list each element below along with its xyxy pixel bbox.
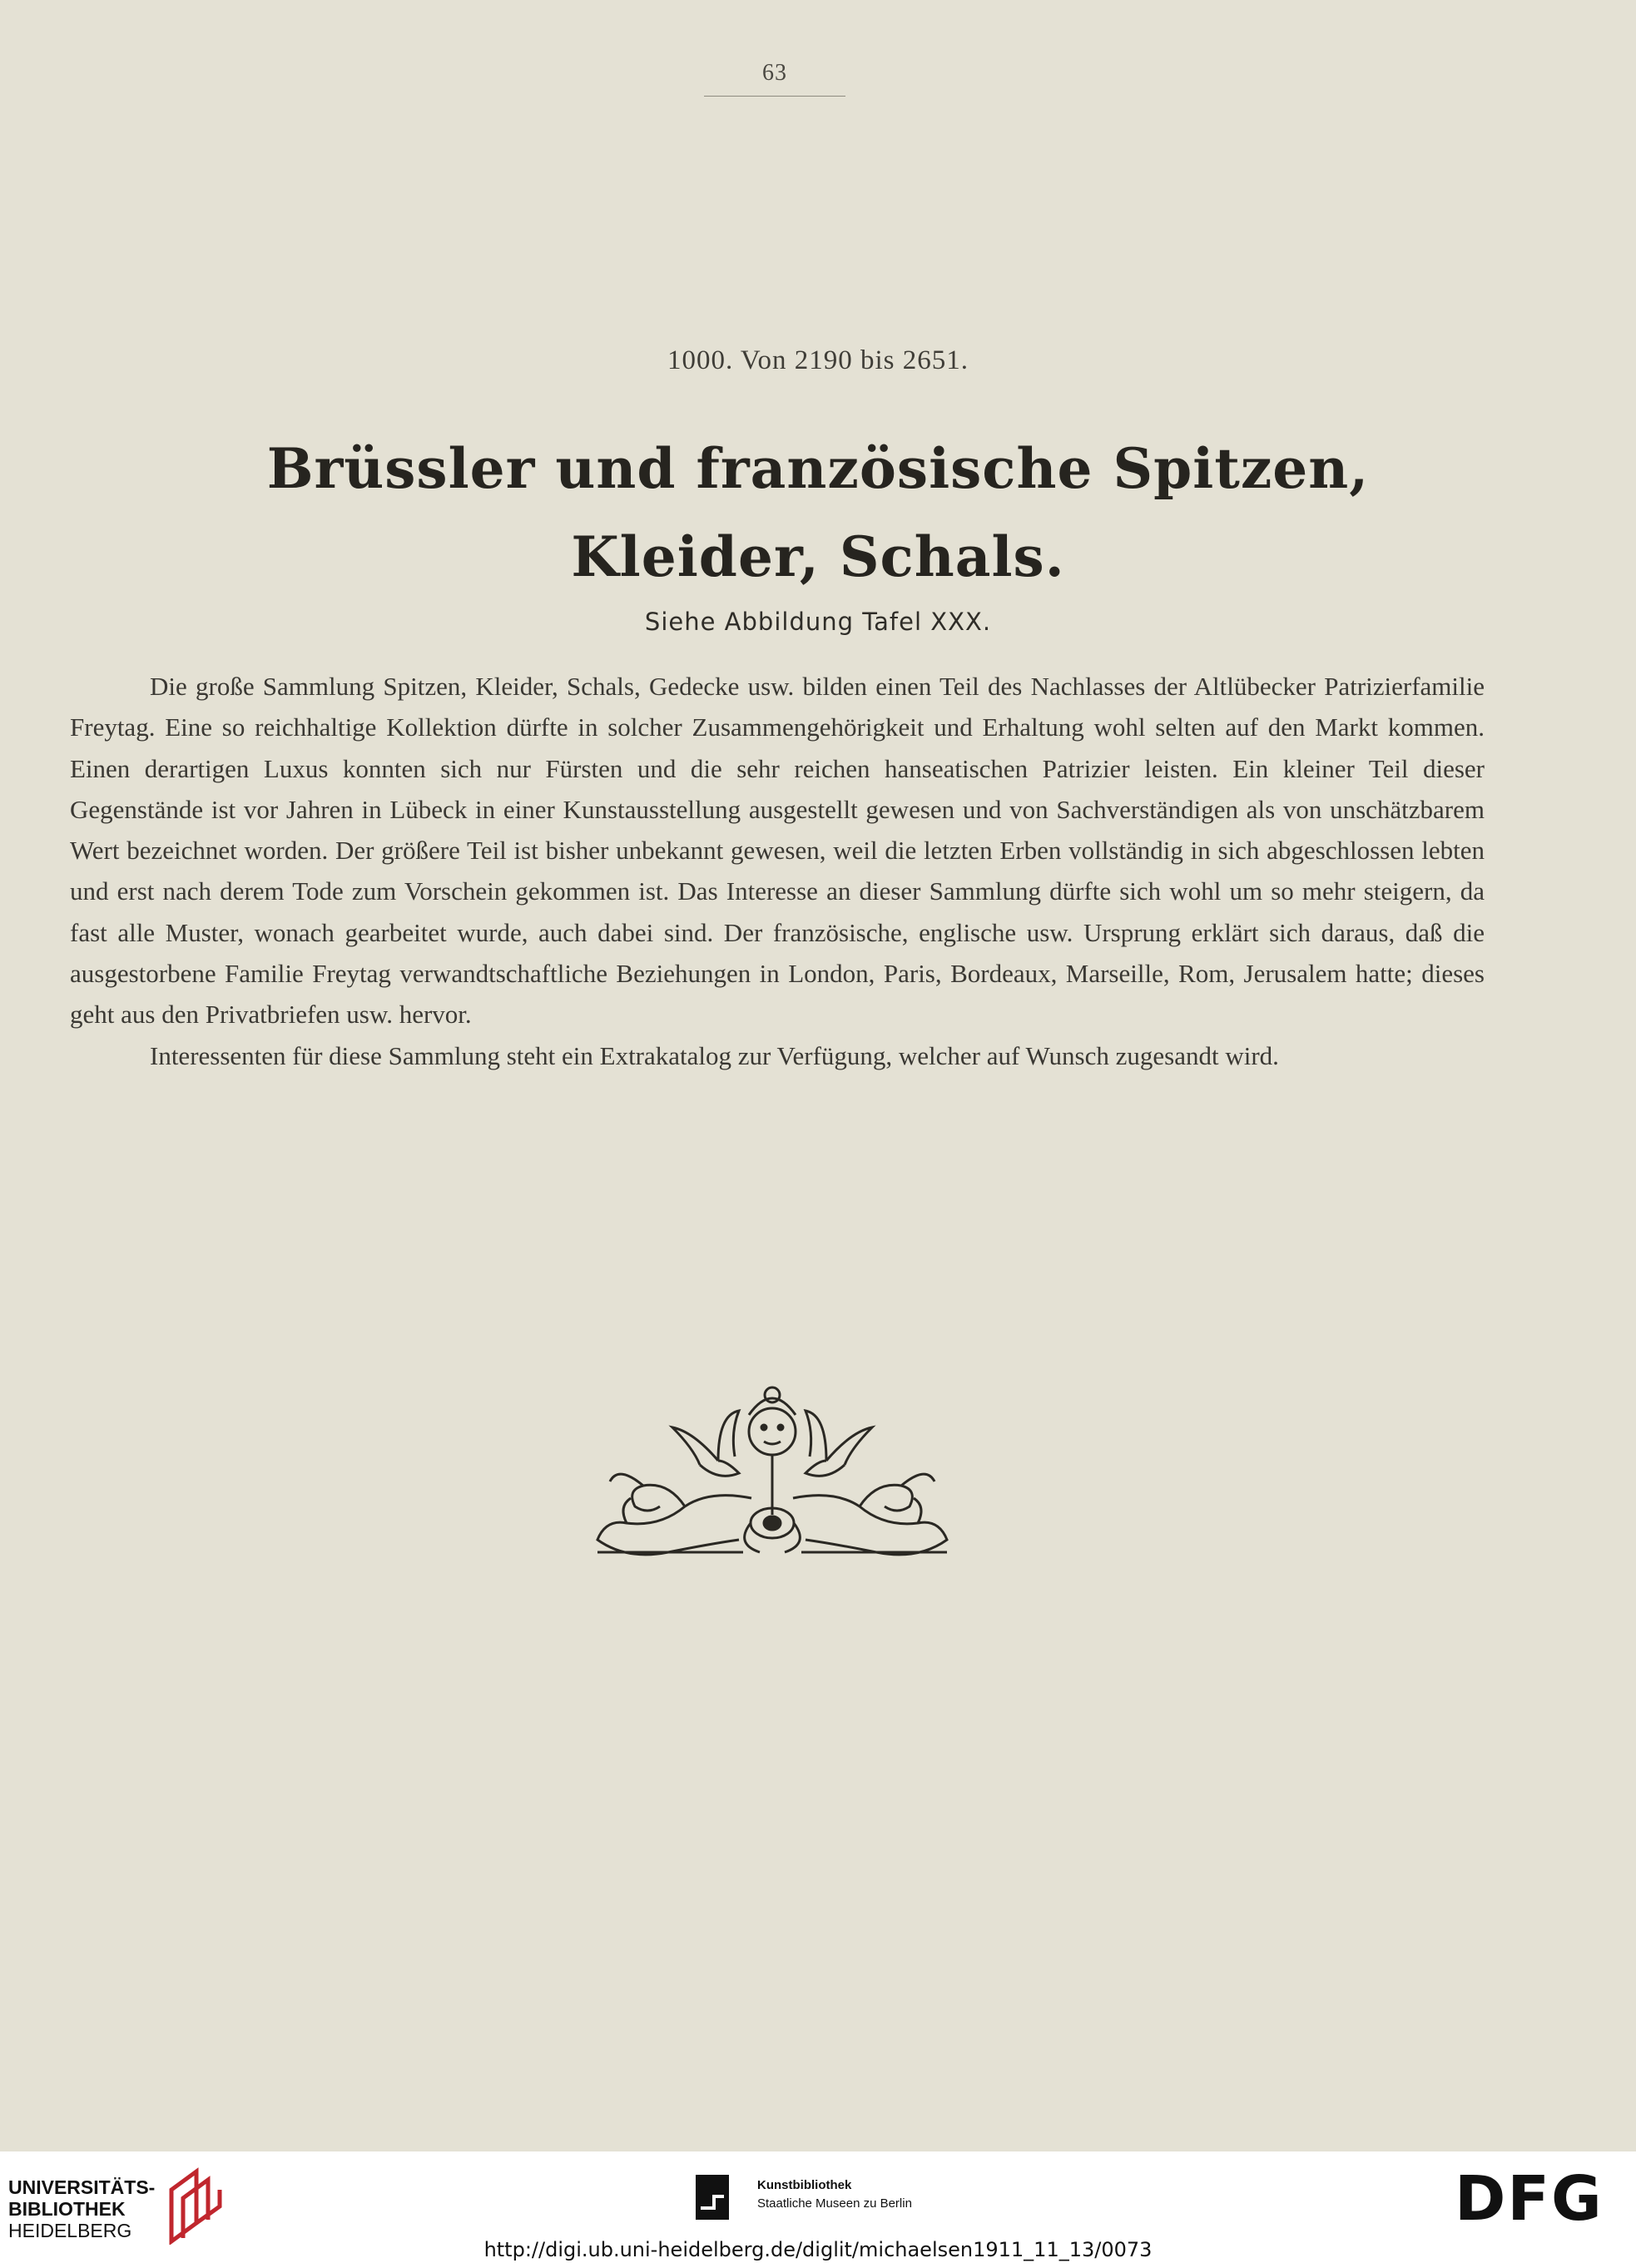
museum-credit: [757, 2176, 912, 2213]
lot-range-line: 1000. Von 2190 bis 2651.: [667, 345, 969, 375]
university-library-logo-icon: [163, 2165, 228, 2245]
kunstbibliothek-logo-icon: [696, 2175, 729, 2220]
section-title: [0, 424, 1636, 601]
paragraph-catalog-notice: Interessenten für diese Sammlung steht ein Extrakatalog zur Verfügung, welcher auf Wunsch zugesandt wird.: [150, 1040, 1279, 1070]
paragraph-collection-description: Die große Sammlung Spitzen, Kleider, Schals, Gedecke usw. bilden einen Teil des Nachlasses der Altlübecker Patrizierfamilie Freytag. Eine so reichhaltige Kollektion dürfte in solcher Zusammengehörigkeit und Erhaltung wohl selten auf den Markt kommen. Einen derartigen Luxus konnten sich nur Fürsten und die sehr reichen hanseatischen Patrizier leisten. Ein kleiner Teil dieser Gegenstände ist vor Jahren in Lübeck in einer Kunstausstellung ausgestellt gewesen und von Sachverständigen als von unschätzbarem Wert bezeichnet worden. Der größere Teil ist bisher unbekannt gewesen, weil die letzten Erben vollständig in sich abgeschlossen lebten und erst nach derem Tode zum Vorschein gekommen ist. Das Interesse an dieser Sammlung dürfte sich wohl um so mehr steigern, da fast alle Muster, wonach gearbeitet wurde, auch dabei sind. Der französische, englische usw. Ursprung erklärt sich daraus, daß die ausgestorbene Familie Freytag verwandtschaftliche Beziehungen in London, Paris, Bordeaux, Marseille, Rom, Jerusalem hatte; dieses geht aus den Privatbriefen usw. hervor.: [70, 672, 1485, 1030]
permalink-url[interactable]: http://digi.ub.uni-heidelberg.de/diglit/michaelsen1911_11_13/0073: [483, 2238, 1153, 2261]
library-name-line-3: HEIDELBERG: [8, 2220, 132, 2241]
page-number-rule: [704, 96, 845, 97]
section-title-line-1: Brüssler und französische Spitzen,: [266, 436, 1370, 501]
ornament-vignette-icon: [593, 1382, 951, 1565]
library-name-line-1: UNIVERSITÄTS-: [8, 2176, 156, 2198]
library-name: [8, 2176, 155, 2241]
dfg-logo: DFG: [1455, 2163, 1604, 2235]
museum-affiliation: Staatliche Museen zu Berlin: [757, 2196, 912, 2211]
plate-reference: Siehe Abbildung Tafel XXX.: [644, 608, 992, 636]
digitization-footer: [0, 2151, 1636, 2268]
library-name-line-2: BIBLIOTHEK: [8, 2198, 126, 2220]
page-number: 63: [762, 60, 787, 86]
museum-name: Kunstbibliothek: [757, 2178, 852, 2192]
body-text: [70, 666, 1485, 1076]
section-title-line-2: Kleider, Schals.: [571, 524, 1065, 589]
